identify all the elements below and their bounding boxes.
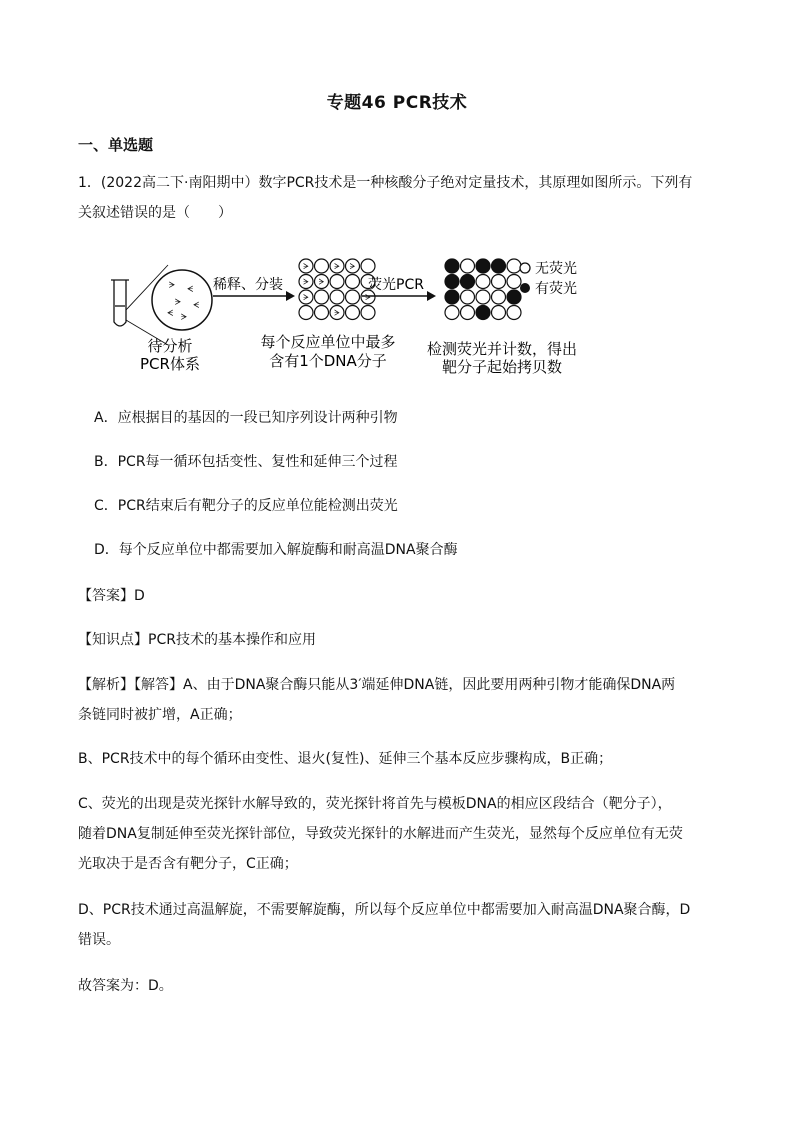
reaction-unit-empty <box>346 306 360 320</box>
reaction-unit-empty <box>361 259 375 273</box>
reaction-unit-empty <box>492 306 506 320</box>
analysis-d-line-1: D、PCR技术通过高温解旋，不需要解旋酶，所以每个反应单位中都需要加入耐高温DNA聚合酶，D <box>78 902 691 918</box>
knowledge-point: 【知识点】PCR技术的基本操作和应用 <box>78 632 316 648</box>
option-a: A．应根据目的基因的一段已知序列设计两种引物 <box>94 410 398 426</box>
reaction-unit-empty <box>461 259 475 273</box>
tube-label-1: 待分析 <box>147 337 193 355</box>
reaction-unit-filled <box>507 290 521 304</box>
option-d: D．每个反应单位中都需要加入解旋酶和耐高温DNA聚合酶 <box>94 542 458 558</box>
reaction-unit-filled <box>476 306 490 320</box>
grid2-caption-2: 靶分子起始拷贝数 <box>441 358 563 376</box>
tube-label-2: PCR体系 <box>140 355 200 373</box>
analysis-c-line-1: C、荧光的出现是荧光探针水解导致的，荧光探针将首先与模板DNA的相应区段结合（靶分子）， <box>78 796 672 812</box>
reaction-unit-filled <box>492 259 506 273</box>
svg-text:ᗕ: ᗕ <box>166 309 174 319</box>
dna-molecule-icon: ᗒ <box>349 262 356 271</box>
dna-molecule-icon: ᗒ <box>303 277 309 287</box>
reaction-unit-empty <box>315 290 329 304</box>
dna-molecule-icon: ᗒ <box>303 262 309 271</box>
reaction-unit-empty <box>330 275 344 289</box>
analysis-d-line-2: 错误。 <box>78 932 120 948</box>
reaction-unit-empty <box>507 306 521 320</box>
reaction-units-grid <box>299 259 375 320</box>
answer-line: 【答案】D <box>78 588 145 604</box>
reaction-unit-empty <box>492 275 506 289</box>
reaction-unit-empty <box>476 275 490 289</box>
legend-fluorescence: 有荧光 <box>535 281 577 297</box>
reaction-unit-filled <box>476 259 490 273</box>
svg-text:ᗕ: ᗕ <box>186 285 194 295</box>
reaction-unit-empty <box>445 306 459 320</box>
reaction-unit-empty <box>361 306 375 320</box>
grid1-caption-2: 含有1个DNA分子 <box>269 352 387 370</box>
analysis-a-line-2: 条链同时被扩增，A正确； <box>78 707 242 723</box>
svg-text:ᗒ: ᗒ <box>168 281 176 291</box>
option-c: C．PCR结束后有靶分子的反应单位能检测出荧光 <box>94 498 398 514</box>
svg-text:ᗒ: ᗒ <box>180 313 188 323</box>
pcr-figure <box>100 250 600 380</box>
analysis-c-line-3: 光取决于是否含有靶分子，C正确； <box>78 856 298 872</box>
analysis-c-line-2: 随着DNA复制延伸至荧光探针部位，导致荧光探针的水解进而产生荧光，显然每个反应单位有无荧 <box>78 826 683 842</box>
reaction-unit-filled <box>445 259 459 273</box>
reaction-unit-empty <box>476 290 490 304</box>
reaction-unit-empty <box>507 259 521 273</box>
section-heading: 一、单选题 <box>78 136 154 154</box>
grid2-caption-1: 检测荧光并计数，得出 <box>426 340 578 358</box>
reaction-unit-empty <box>315 306 329 320</box>
legend-no-fluorescence: 无荧光 <box>535 261 577 277</box>
analysis-a-line-1: 【解析】【解答】A、由于DNA聚合酶只能从3′端延伸DNA链，因此要用两种引物才能确保DNA两 <box>78 677 676 693</box>
reaction-unit-filled <box>445 275 459 289</box>
question-line-2: 关叙述错误的是（ ） <box>78 205 232 221</box>
reaction-unit-empty <box>346 290 360 304</box>
reaction-unit-empty <box>461 306 475 320</box>
dna-molecule-icon: ᗒ <box>303 293 309 302</box>
reaction-unit-empty <box>315 259 329 273</box>
final-answer: 故答案为：D。 <box>78 978 173 994</box>
reaction-unit-empty <box>492 290 506 304</box>
reaction-unit-empty <box>346 275 360 289</box>
dna-molecule-icon: ᗒ <box>318 277 325 287</box>
arrow2-label: 荧光PCR <box>368 277 424 293</box>
reaction-unit-filled <box>461 275 475 289</box>
open-circle-icon <box>520 263 530 273</box>
option-b: B．PCR每一循环包括变性、复性和延伸三个过程 <box>94 454 398 470</box>
dna-molecule-icon: ᗒ <box>334 262 340 271</box>
question-line-1: 1．(2022高二下·南阳期中）数字PCR技术是一种核酸分子绝对定量技术，其原理如图所示。下列有 <box>78 175 693 191</box>
filled-circle-icon <box>520 283 530 293</box>
test-tube-icon <box>111 280 129 326</box>
reaction-unit-filled <box>445 290 459 304</box>
svg-text:ᗒ: ᗒ <box>174 298 182 308</box>
reaction-unit-empty <box>507 275 521 289</box>
page-title: 专题46 PCR技术 <box>326 93 468 113</box>
reaction-unit-empty <box>299 306 313 320</box>
arrow1-label: 稀释、分装 <box>213 277 283 293</box>
dna-molecule-icon: ᗒ <box>334 308 340 318</box>
svg-text:ᗕ: ᗕ <box>192 301 200 311</box>
dna-molecule-icon: ᗒ <box>365 293 371 302</box>
fluorescence-grid <box>445 259 521 320</box>
reaction-unit-empty <box>330 290 344 304</box>
analysis-b-line-1: B、PCR技术中的每个循环由变性、退火(复性)、延伸三个基本反应步骤构成，B正确； <box>78 751 613 767</box>
reaction-unit-empty <box>461 290 475 304</box>
grid1-caption-1: 每个反应单位中最多 <box>260 333 396 351</box>
